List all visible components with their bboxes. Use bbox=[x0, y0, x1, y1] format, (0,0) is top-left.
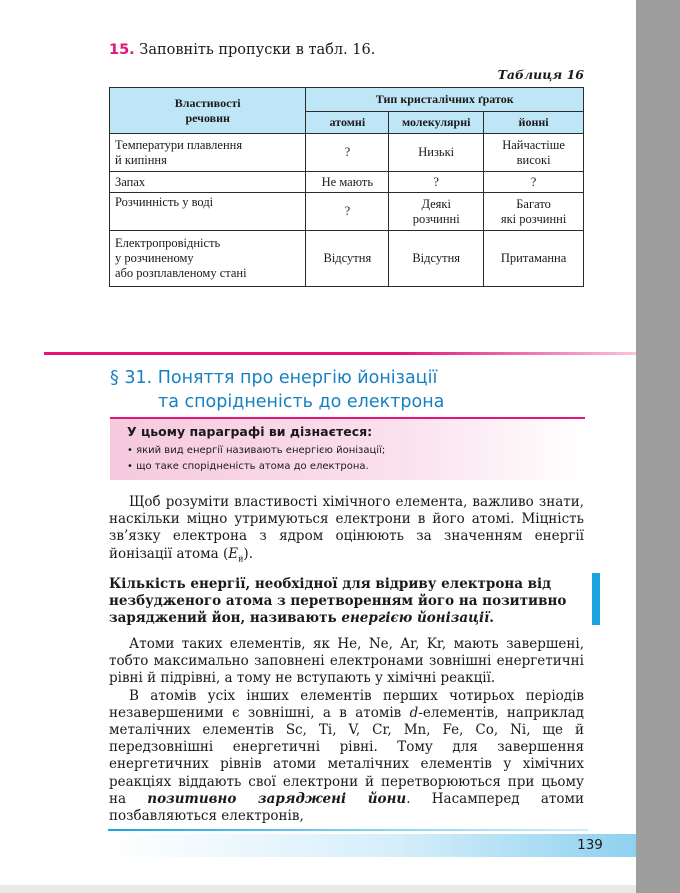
page-number: 139 bbox=[577, 837, 603, 853]
row-property: Розчинність у воді bbox=[110, 193, 306, 231]
cell: Відсутня bbox=[389, 231, 484, 287]
crystal-lattice-table bbox=[109, 87, 584, 287]
list-item: • який вид енергії називають енергією йонізації; bbox=[127, 443, 385, 459]
learning-goals-heading: У цьому параграфі ви дізнаєтеся: bbox=[127, 424, 373, 439]
list-item: • що таке спорідненість атома до електрона. bbox=[127, 459, 385, 475]
cell: Багато які розчинні bbox=[484, 193, 584, 231]
col-atomic: атомні bbox=[306, 112, 389, 134]
header-property: Властивості речовин bbox=[110, 88, 306, 134]
cell: ? bbox=[306, 134, 389, 172]
row-property: Запах bbox=[110, 172, 306, 193]
table-caption: Таблиця 16 bbox=[497, 67, 584, 82]
section-divider bbox=[44, 352, 636, 355]
footer-band bbox=[108, 834, 636, 857]
row-property: Температури плавлення й кипіння bbox=[110, 134, 306, 172]
page-bottom-edge bbox=[0, 885, 636, 893]
section-title bbox=[110, 366, 444, 414]
task-text: Заповніть пропуски в табл. 16. bbox=[139, 42, 376, 58]
cell: Притаманна bbox=[484, 231, 584, 287]
cell: ? bbox=[306, 193, 389, 231]
col-molecular: молекулярні bbox=[389, 112, 484, 134]
table-row bbox=[110, 193, 584, 231]
table-row bbox=[110, 134, 584, 172]
footer-rule bbox=[108, 829, 588, 831]
learning-goals-box bbox=[110, 417, 585, 480]
definition-marker bbox=[592, 573, 600, 625]
row-property: Електропровідність у розчиненому або розплавленому стані bbox=[110, 231, 306, 287]
col-ionic: йонні bbox=[484, 112, 584, 134]
cell: ? bbox=[484, 172, 584, 193]
paragraph-intro: Щоб розуміти властивості хімічного елемента, важливо знати, наскільки міцно утримуються електрони в його атомі. Міцність зв’язку електрона з ядром оцінюють за значенням енергії йонізації атома $(E_й)$. bbox=[109, 494, 584, 564]
cell: Найчастіше високі bbox=[484, 134, 584, 172]
header-lattice-type: Тип кристалічних ґраток bbox=[306, 88, 584, 112]
page-edge-shadow bbox=[636, 0, 680, 893]
section-title-line-2: та спорідненість до електрона bbox=[158, 392, 445, 412]
cell: Деякі розчинні bbox=[389, 193, 484, 231]
section-title-line-1: § 31. Поняття про енергію йонізації bbox=[110, 368, 438, 388]
table-row bbox=[110, 231, 584, 287]
task-number: 15. bbox=[109, 42, 135, 58]
definition-paragraph: Кількість енергії, необхідної для відриву електрона від незбудженого атома з перетворенням його на позитивно заряджений йон, називають енергією йонізації. bbox=[109, 576, 567, 627]
task-15 bbox=[109, 42, 375, 58]
paragraph-noble-gases: Атоми таких елементів, як He, Ne, Ar, Kr, мають завершені, тобто максимально заповнені електронами зовнішні енергетичні рівні й підрівні, а тому не вступають у хімічні реакції. bbox=[109, 636, 584, 687]
paragraph-metals: В атомів усіх інших елементів перших чотирьох періодів незавершеними є зовнішні, а в атомів d-елементів, наприклад металічних елементів Sc, Ti, V, Cr, Mn, Fe, Co, Ni, ще й передзовнішні енергетичні рівні. Тому для завершення енергетичних рівнів атоми металічних елементів у хімічних реакціях віддають свої електрони й перетворюються при цьому на позитивно заряджені йони. Насамперед атоми позбавляються електронів, bbox=[109, 687, 584, 825]
table-row bbox=[110, 172, 584, 193]
paragraph-body bbox=[109, 636, 584, 825]
cell: Не мають bbox=[306, 172, 389, 193]
cell: ? bbox=[389, 172, 484, 193]
cell: Низькі bbox=[389, 134, 484, 172]
cell: Відсутня bbox=[306, 231, 389, 287]
learning-goals-list bbox=[127, 443, 385, 474]
